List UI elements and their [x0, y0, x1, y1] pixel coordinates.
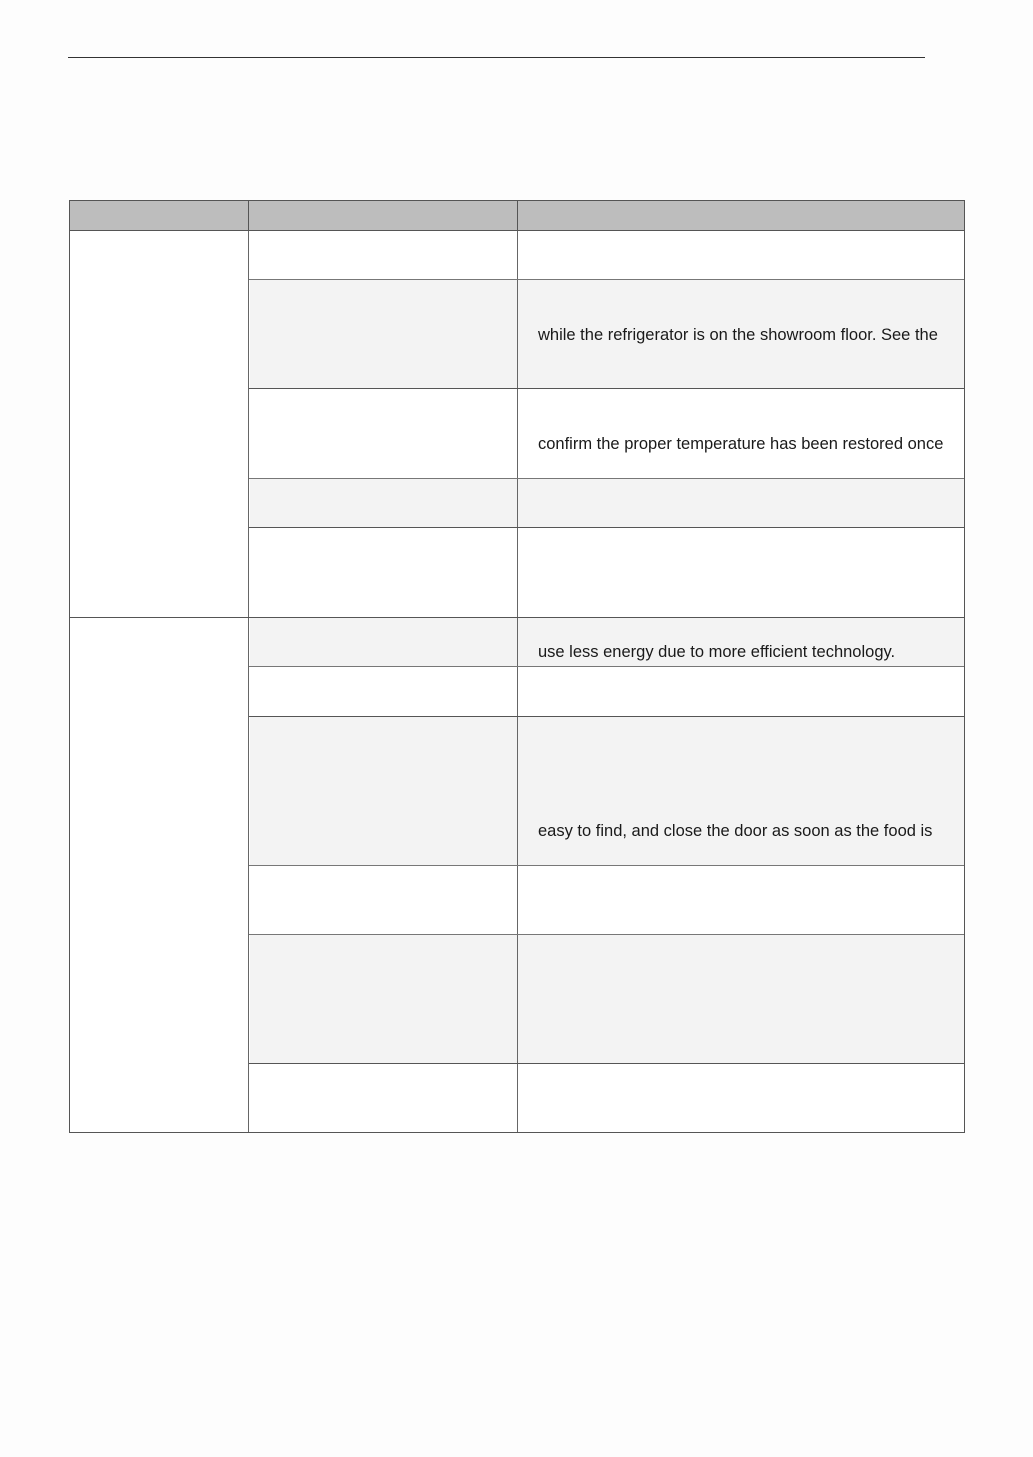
- group-divider: [70, 617, 964, 618]
- solution-text: confirm the proper temperature has been restored once: [538, 435, 944, 453]
- table-row: [250, 231, 964, 280]
- row-divider: [249, 865, 964, 866]
- table-row: [250, 935, 964, 1064]
- header-rule: [68, 57, 925, 58]
- table-row: [250, 717, 964, 866]
- row-divider: [249, 666, 964, 667]
- row-divider: [249, 527, 964, 528]
- table-row: [250, 528, 964, 618]
- row-divider: [249, 716, 964, 717]
- column-header-cause: [249, 201, 518, 231]
- table-row: [250, 667, 964, 717]
- row-divider: [249, 478, 964, 479]
- troubleshooting-table: [69, 200, 965, 1133]
- solution-text: while the refrigerator is on the showroom floor. See the: [538, 326, 938, 344]
- row-divider: [249, 388, 964, 389]
- column-divider: [248, 231, 249, 1132]
- row-divider: [249, 934, 964, 935]
- row-divider: [249, 1063, 964, 1064]
- table-row: [250, 866, 964, 935]
- table-row: [250, 1064, 964, 1132]
- column-header-solution: [518, 201, 964, 231]
- column-divider: [517, 231, 518, 1132]
- column-header-problem: [70, 201, 249, 231]
- table-row: [250, 479, 964, 528]
- solution-text: use less energy due to more efficient technology.: [538, 643, 896, 661]
- row-divider: [249, 279, 964, 280]
- solution-text: easy to find, and close the door as soon as the food is: [538, 822, 933, 840]
